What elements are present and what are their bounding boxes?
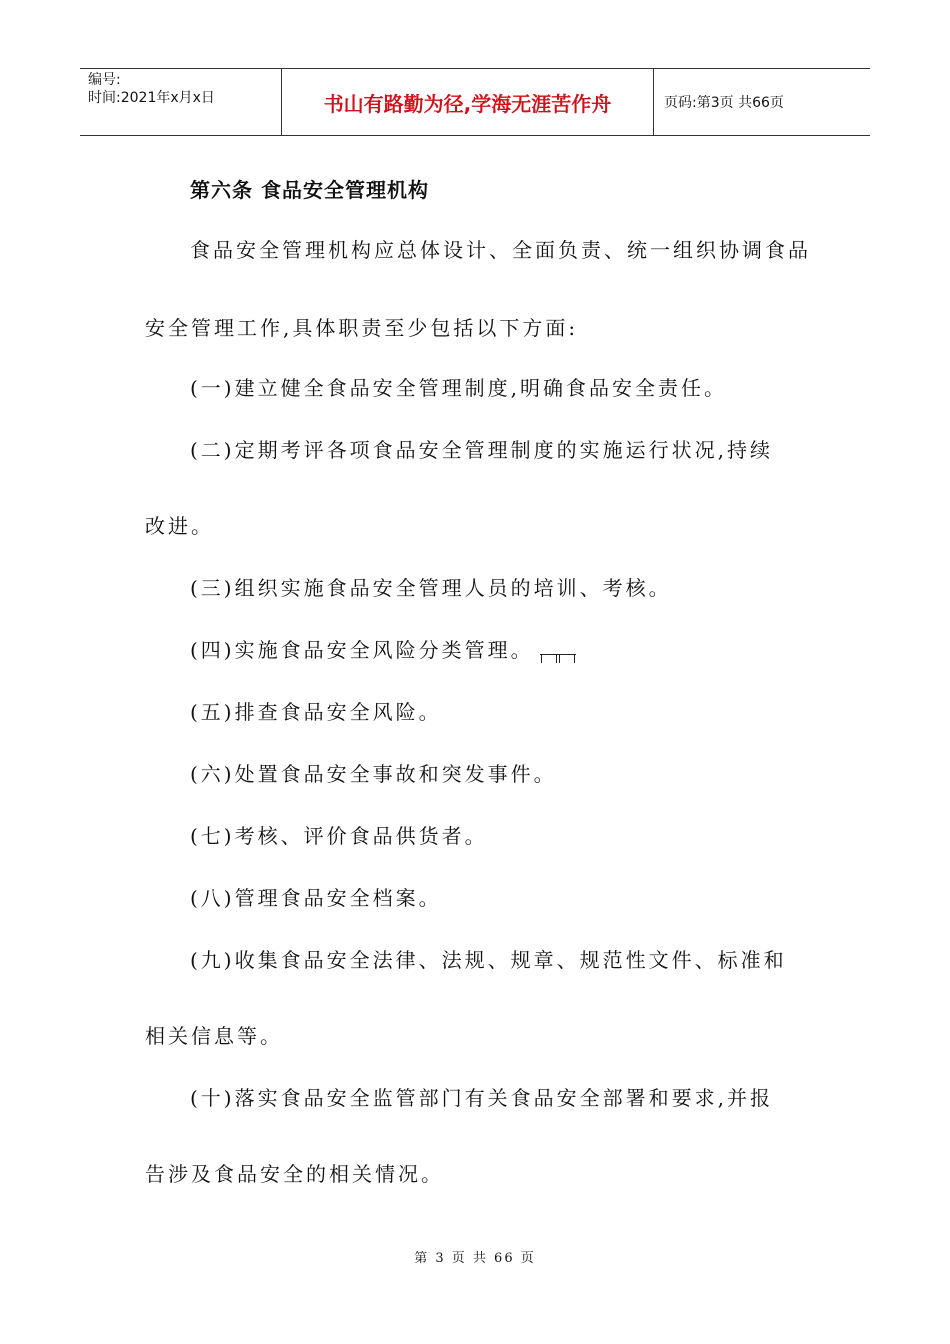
item-10-line-1: (十)落实食品安全监管部门有关食品安全部署和要求,并报 <box>190 1086 773 1110</box>
item-6: (六)处置食品安全事故和突发事件。 <box>190 762 557 786</box>
item-4-text: (四)实施食品安全风险分类管理。 <box>190 638 534 662</box>
intro-line-1: 食品安全管理机构应总体设计、全面负责、统一组织协调食品 <box>190 238 811 262</box>
page-footer: 第 3 页 共 66 页 <box>414 1251 536 1266</box>
header-motto: 书山有路勤为径,学海无涯苦作舟 <box>282 69 654 135</box>
item-7: (七)考核、评价食品供货者。 <box>190 824 488 848</box>
item-9-line-2: 相关信息等。 <box>145 1024 283 1048</box>
document-date-label: 时间:2021年x月x日 <box>88 90 215 106</box>
item-1: (一)建立健全食品安全管理制度,明确食品安全责任。 <box>190 376 727 400</box>
page-header <box>80 68 870 136</box>
document-number-label: 编号: <box>88 72 121 88</box>
item-5: (五)排查食品安全风险。 <box>190 700 442 724</box>
article-heading: 第六条 食品安全管理机构 <box>190 178 429 202</box>
item-10-line-2: 告涉及食品安全的相关情况。 <box>145 1162 444 1186</box>
item-2-line-1: (二)定期考评各项食品安全管理制度的实施运行状况,持续 <box>190 438 773 462</box>
item-2-line-2: 改进。 <box>145 514 214 538</box>
item-3: (三)组织实施食品安全管理人员的培训、考核。 <box>190 576 672 600</box>
item-4 <box>190 634 576 663</box>
header-page-number: 页码:第3页 共66页 <box>664 95 784 111</box>
item-8: (八)管理食品安全档案。 <box>190 886 442 910</box>
item-9-line-1: (九)收集食品安全法律、法规、规章、规范性文件、标准和 <box>190 948 787 972</box>
header-meta <box>80 69 282 135</box>
intro-line-2: 安全管理工作,具体职责至少包括以下方面: <box>145 316 579 340</box>
scan-mark-icon <box>540 654 576 663</box>
